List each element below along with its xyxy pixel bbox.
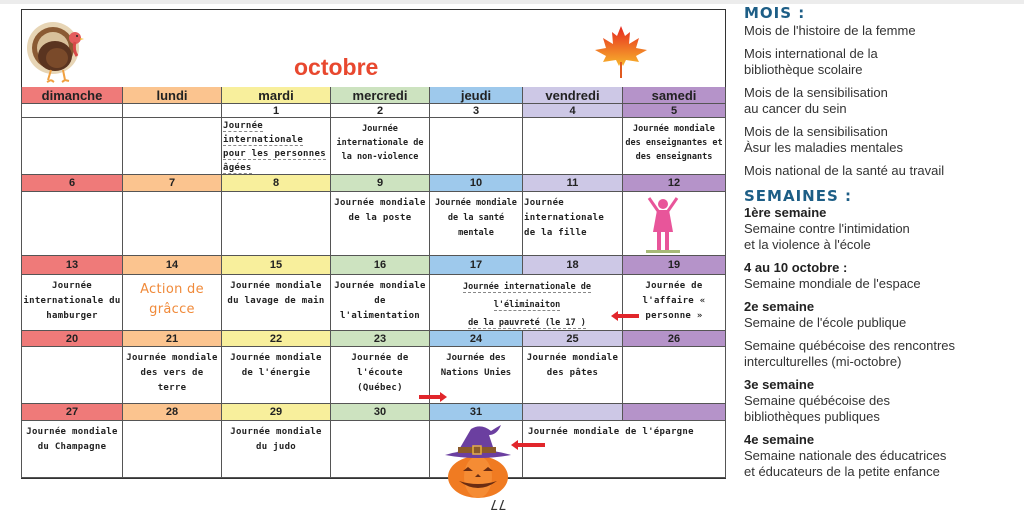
week-item: [744, 432, 1019, 480]
day-cell-empty: [123, 192, 222, 256]
weekday-header-lundi: lundi: [123, 87, 222, 104]
day-event: Journée de l'affaire « personne »: [623, 275, 726, 331]
day-number: 9: [331, 175, 430, 192]
day-number: 21: [123, 331, 222, 347]
day-event: Journée mondiale des pâtes: [523, 347, 623, 404]
day-event: Journée mondiale des enseignantes et des enseignants: [623, 118, 726, 175]
pumpkin-witch-hat-icon: [443, 425, 513, 499]
day-event: Journée des Nations Unies: [430, 347, 523, 404]
day-event: Journée mondiale du judo: [222, 421, 331, 478]
event-epargne: Journée mondiale de l'épargne: [528, 427, 694, 437]
week-item: [744, 338, 1019, 370]
day-cell-empty: [430, 118, 523, 175]
day-cell-empty: [123, 421, 222, 478]
day-number: [623, 404, 726, 421]
month-item: [744, 85, 1019, 117]
months-heading: MOIS :: [744, 4, 806, 22]
day-event: Journée mondiale du lavage de main: [222, 275, 331, 331]
day-number-row: [21, 104, 726, 118]
event-elimination-pauvrete: [431, 278, 623, 332]
red-arrow-icon: [419, 395, 441, 399]
month-line: Mois international de la: [744, 46, 878, 61]
event-row: [21, 347, 726, 404]
months-list: [744, 23, 1019, 179]
month-line: Mois de l'histoire de la femme: [744, 23, 916, 38]
month-line: au cancer du sein: [744, 101, 847, 116]
week-line: Semaine mondiale de l'espace: [744, 276, 921, 291]
day-cell-empty: [623, 347, 726, 404]
day-number: 13: [21, 256, 123, 275]
week-line: Semaine québécoise des: [744, 393, 890, 408]
month-title: octobre: [294, 54, 379, 80]
day-event: Journée internationale de la fille: [523, 192, 623, 256]
weekday-header-mercredi: mercredi: [331, 87, 430, 104]
week-item: [744, 205, 1019, 253]
week-line: Semaine contre l'intimidation: [744, 221, 910, 236]
day-number: 5: [623, 104, 726, 118]
week-item: [744, 260, 1019, 292]
weekday-header-vendredi: vendredi: [523, 87, 623, 104]
day-cell-empty: [21, 347, 123, 404]
week-line: bibliothèques publiques: [744, 409, 880, 424]
day-number-row: [21, 331, 726, 347]
month-item: [744, 163, 1019, 179]
weeks-heading: SEMAINES :: [744, 187, 852, 205]
day-number: 14: [123, 256, 222, 275]
day-event: Journée mondiale de l'alimentation: [331, 275, 430, 331]
week-line: interculturelles (mi-octobre): [744, 354, 902, 369]
day-number: 2: [331, 104, 430, 118]
week-line: Semaine de l'école publique: [744, 315, 907, 330]
page-number: 77: [490, 496, 507, 511]
day-event: Journée mondiale de la poste: [331, 192, 430, 256]
day-number: 26: [623, 331, 726, 347]
day-number: 4: [523, 104, 623, 118]
day-number: [523, 404, 623, 421]
day-number: 19: [623, 256, 726, 275]
maple-leaf-icon: [592, 24, 650, 80]
day-number: 15: [222, 256, 331, 275]
week-line: Semaine nationale des éducatrices: [744, 448, 947, 463]
day-cell-empty: [123, 118, 222, 175]
month-line: bibliothèque scolaire: [744, 62, 863, 77]
day-number: 31: [430, 404, 523, 421]
week-label: 4 au 10 octobre :: [744, 260, 848, 275]
day-number: 25: [523, 331, 623, 347]
day-number: 17: [430, 256, 523, 275]
event-row: [21, 118, 726, 175]
day-number: [123, 104, 222, 118]
day-number: 23: [331, 331, 430, 347]
weekday-header-dimanche: dimanche: [21, 87, 123, 104]
red-arrow-icon: [617, 314, 639, 318]
day-number-row: [21, 404, 726, 421]
day-event: Action de grâcce: [123, 275, 222, 331]
sidebar: [744, 4, 1019, 487]
day-number-row: [21, 256, 726, 275]
day-number: 7: [123, 175, 222, 192]
day-number: 18: [523, 256, 623, 275]
day-event: Journée mondiale de la santé mentale: [430, 192, 523, 256]
weekday-header-jeudi: jeudi: [430, 87, 523, 104]
week-label: 4e semaine: [744, 432, 815, 447]
month-line: Àsur les maladies mentales: [744, 140, 903, 155]
week-label: 3e semaine: [744, 377, 815, 392]
week-line: et éducateurs de la petite enfance: [744, 464, 940, 479]
day-number: 24: [430, 331, 523, 347]
turkey-icon: [23, 14, 95, 84]
day-number: 8: [222, 175, 331, 192]
month-item: [744, 46, 1019, 78]
day-number: 1: [222, 104, 331, 118]
day-number: 3: [430, 104, 523, 118]
day-event: Journée mondiale des vers de terre: [123, 347, 222, 404]
day-number: 28: [123, 404, 222, 421]
day-event: Journée mondiale du Champagne: [21, 421, 123, 478]
month-item: [744, 124, 1019, 156]
day-cell-empty: [21, 192, 123, 256]
day-number: 6: [21, 175, 123, 192]
week-line: Semaine québécoise des rencontres: [744, 338, 956, 353]
day-event: Journée internationale du hamburger: [21, 275, 123, 331]
day-number: 29: [222, 404, 331, 421]
weekday-header-samedi: samedi: [623, 87, 726, 104]
day-cell-empty: [222, 192, 331, 256]
day-number: [21, 104, 123, 118]
day-number: 27: [21, 404, 123, 421]
day-event: Journée de l'écoute (Québec): [331, 347, 430, 404]
day-number: 11: [523, 175, 623, 192]
day-cell-empty: [21, 118, 123, 175]
day-cell-empty: [523, 118, 623, 175]
week-label: 2e semaine: [744, 299, 815, 314]
month-item: [744, 23, 1019, 39]
day-number: 20: [21, 331, 123, 347]
month-line: Mois de la sensibilisation: [744, 85, 888, 100]
event-line: Journée internationale de l'éliminaiton: [463, 282, 591, 310]
event-line: de la pauvreté (le 17 ): [468, 318, 586, 328]
day-number: 30: [331, 404, 430, 421]
event-text: Journée internationale pour les personnes âgées: [223, 121, 326, 173]
weekday-header-mardi: mardi: [222, 87, 331, 104]
day-event: [222, 118, 331, 175]
month-line: Mois national de la santé au travail: [744, 163, 945, 178]
week-item: [744, 299, 1019, 331]
day-number-row: [21, 175, 726, 192]
day-event: Journée mondiale de l'énergie: [222, 347, 331, 404]
week-item: [744, 377, 1019, 425]
event-row: [21, 192, 726, 256]
day-number: 22: [222, 331, 331, 347]
girl-icon: [643, 196, 683, 256]
weekday-header-row: [21, 87, 726, 104]
day-number: 16: [331, 256, 430, 275]
month-line: Mois de la sensibilisation: [744, 124, 888, 139]
day-number: 10: [430, 175, 523, 192]
day-event: Journée internationale de la non-violence: [331, 118, 430, 175]
weeks-list: [744, 205, 1019, 480]
red-arrow-icon: [517, 443, 545, 447]
week-line: et la violence à l'école: [744, 237, 871, 252]
day-number: 12: [623, 175, 726, 192]
day-cell-empty: [331, 421, 430, 478]
week-label: 1ère semaine: [744, 205, 827, 220]
